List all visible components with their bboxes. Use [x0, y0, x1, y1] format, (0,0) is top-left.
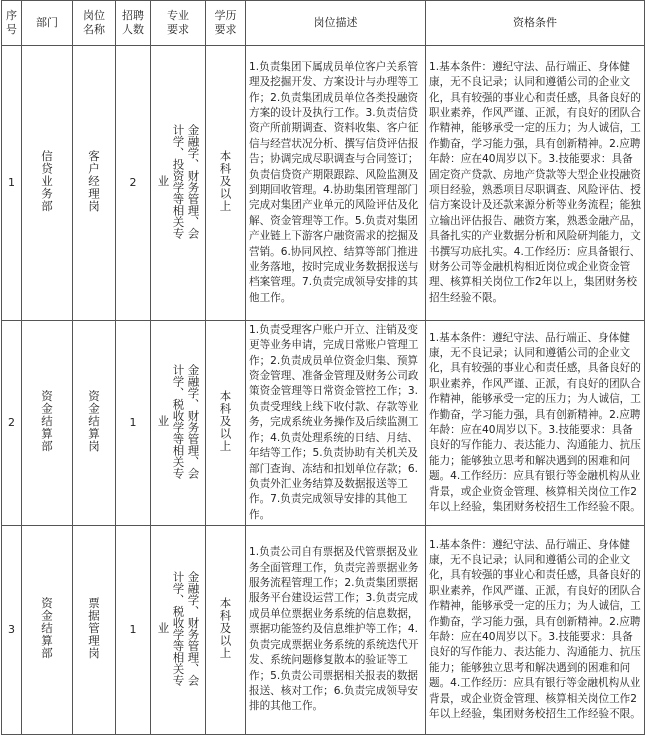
- table-row: [2, 46, 645, 321]
- header-post: 岗位名称: [73, 1, 116, 46]
- cell-seq: 3: [2, 526, 22, 735]
- header-edu: 学历要求: [206, 1, 246, 46]
- cell-post: 资金结算岗: [73, 321, 116, 526]
- cell-desc: 1.负责集团下属成员单位客户关系管理及挖掘开发、方案设计与办理等工作；2.负责集团成员单位各类投融资方案的设计及执行工作。3.负责信贷资产所前期调查、资料收集、客户征信与经营状况分析、撰写信贷评估报告；协调完成尽职调查与合同签订；负责信贷资产期限跟踪、风险监测及到期回收管理。4.协助集团管理部门完成对集团产业单元的风险评估及化解、资金管理等工作。5.负责对集团产业链上下游客户融资需求的挖掘及营销。6.协同风控、结算等部门推进业务落地，按时完成业务数据报送与档案管理。7.负责完成领导安排的其他工作。: [246, 46, 426, 321]
- cell-seq: 2: [2, 321, 22, 526]
- cell-dept: 信贷业务部: [22, 46, 73, 321]
- cell-req: 1.基本条件：遵纪守法、品行端正、身体健康，无不良记录；认同和遵循公司的企业文化，具有较强的事业心和责任感，具备良好的职业素养，作风严谨、正派，有良好的团队合作精神，能够承受一定的压力；为人诚信，工作勤奋，学习能力强，具有创新精神。2.应聘年龄：应在40周岁以下。3.技能要求：具备固定资产贷款、房地产贷款等大型企业投融资项目经验，熟悉项目尽职调查、风险评估、授信方案设计及还款来源分析等业务流程；能独立输出评估报告、融资方案，熟悉金融产品，具备扎实的产业数据分析和风险研判能力，文书撰写功底扎实。4.工作经历：应具备银行、财务公司等金融机构相近岗位或企业资金管理、核算相关岗位工作2年以上，集团财务校招生经验不限。: [426, 46, 645, 321]
- header-count: 招聘人数: [116, 1, 151, 46]
- cell-edu: 本科及以上: [206, 526, 246, 735]
- cell-desc: 1.负责公司自有票据及代管票据及业务全面管理工作，负责完善票据业务服务流程管理工作；2.负责集团票据服务平台建设运营工作；3.负责完成成员单位票据业务系统的信息数据，票据功能签约及信息维护等工作；4.负责完成票据业务系统的系统迭代开发、系统问题修复散本的验证等工作；5.负责公司票据相关报表的数据报送、核对工作；6.负责完成领导安排的其他工作。: [246, 526, 426, 735]
- cell-desc: 1.负责受理客户账户开立、注销及变更等业务申请，完成日常账户管理工作；2.负责成员单位资金归集、预算资金管理、准备金管理及财务公司政策资金管理等日常资金管控工作；3.负责受理线上线下收付款、存款等业务，完成系统业务操作及后续监测工作；4.负责处理系统的日结、月结、年结等工作；5.负责协助有关机关及部门查询、冻结和扣划单位存款；6.负责外汇业务结算及数据报送等工作。7.负责完成领导安排的其他工作。: [246, 321, 426, 526]
- cell-major: 金融学、财务管理、会计学、投资学等相关专业: [151, 46, 206, 321]
- cell-dept: 资金结算部: [22, 526, 73, 735]
- table-row: [2, 321, 645, 526]
- header-row: [2, 1, 645, 46]
- cell-major: 金融学、财务管理、会计学、税收学等相关专业: [151, 321, 206, 526]
- cell-req: 1.基本条件：遵纪守法、品行端正、身体健康，无不良记录；认同和遵循公司的企业文化，具有较强的事业心和责任感，具备良好的职业素养，作风严谨、正派，有良好的团队合作精神，能够承受一定的压力；为人诚信，工作勤奋，学习能力强，具有创新精神。2.应聘年龄：应在40周岁以下。3.技能要求：具备良好的写作能力、表达能力、沟通能力、抗压能力；能够独立思考和解决遇到的困难和问题。4.工作经历：应具有银行等金融机构从业背景，或企业资金管理、核算相关岗位工作2年以上经验，集团财务校招生工作经验不限。: [426, 321, 645, 526]
- cell-count: 2: [116, 46, 151, 321]
- header-seq: 序号: [2, 1, 22, 46]
- cell-count: 1: [116, 321, 151, 526]
- cell-count: 1: [116, 526, 151, 735]
- cell-dept: 资金结算部: [22, 321, 73, 526]
- header-major: 专业要求: [151, 1, 206, 46]
- header-desc: 岗位描述: [246, 1, 426, 46]
- recruitment-table: [1, 0, 645, 735]
- header-dept: 部门: [22, 1, 73, 46]
- table-row: [2, 526, 645, 735]
- cell-post: 客户经理岗: [73, 46, 116, 321]
- cell-post: 票据管理岗: [73, 526, 116, 735]
- cell-seq: 1: [2, 46, 22, 321]
- cell-edu: 本科及以上: [206, 46, 246, 321]
- cell-edu: 本科及以上: [206, 321, 246, 526]
- cell-req: 1.基本条件：遵纪守法、品行端正、身体健康，无不良记录；认同和遵循公司的企业文化，具有较强的事业心和责任感，具备良好的职业素养，作风严谨、正派，有良好的团队合作精神，能够承受一定的压力；为人诚信，工作勤奋，学习能力强，具有创新精神。2.应聘年龄：应在40周岁以下。3.技能要求：具备良好的写作能力、表达能力、沟通能力、抗压能力；能够独立思考和解决遇到的困难和问题。4.工作经历：应具有银行等金融机构从业背景，或企业资金管理、核算相关岗位工作2年以上经验，集团财务校招生工作经验不限。: [426, 526, 645, 735]
- cell-major: 金融学、财务管理、会计学、税收学等相关专业: [151, 526, 206, 735]
- header-req: 资格条件: [426, 1, 645, 46]
